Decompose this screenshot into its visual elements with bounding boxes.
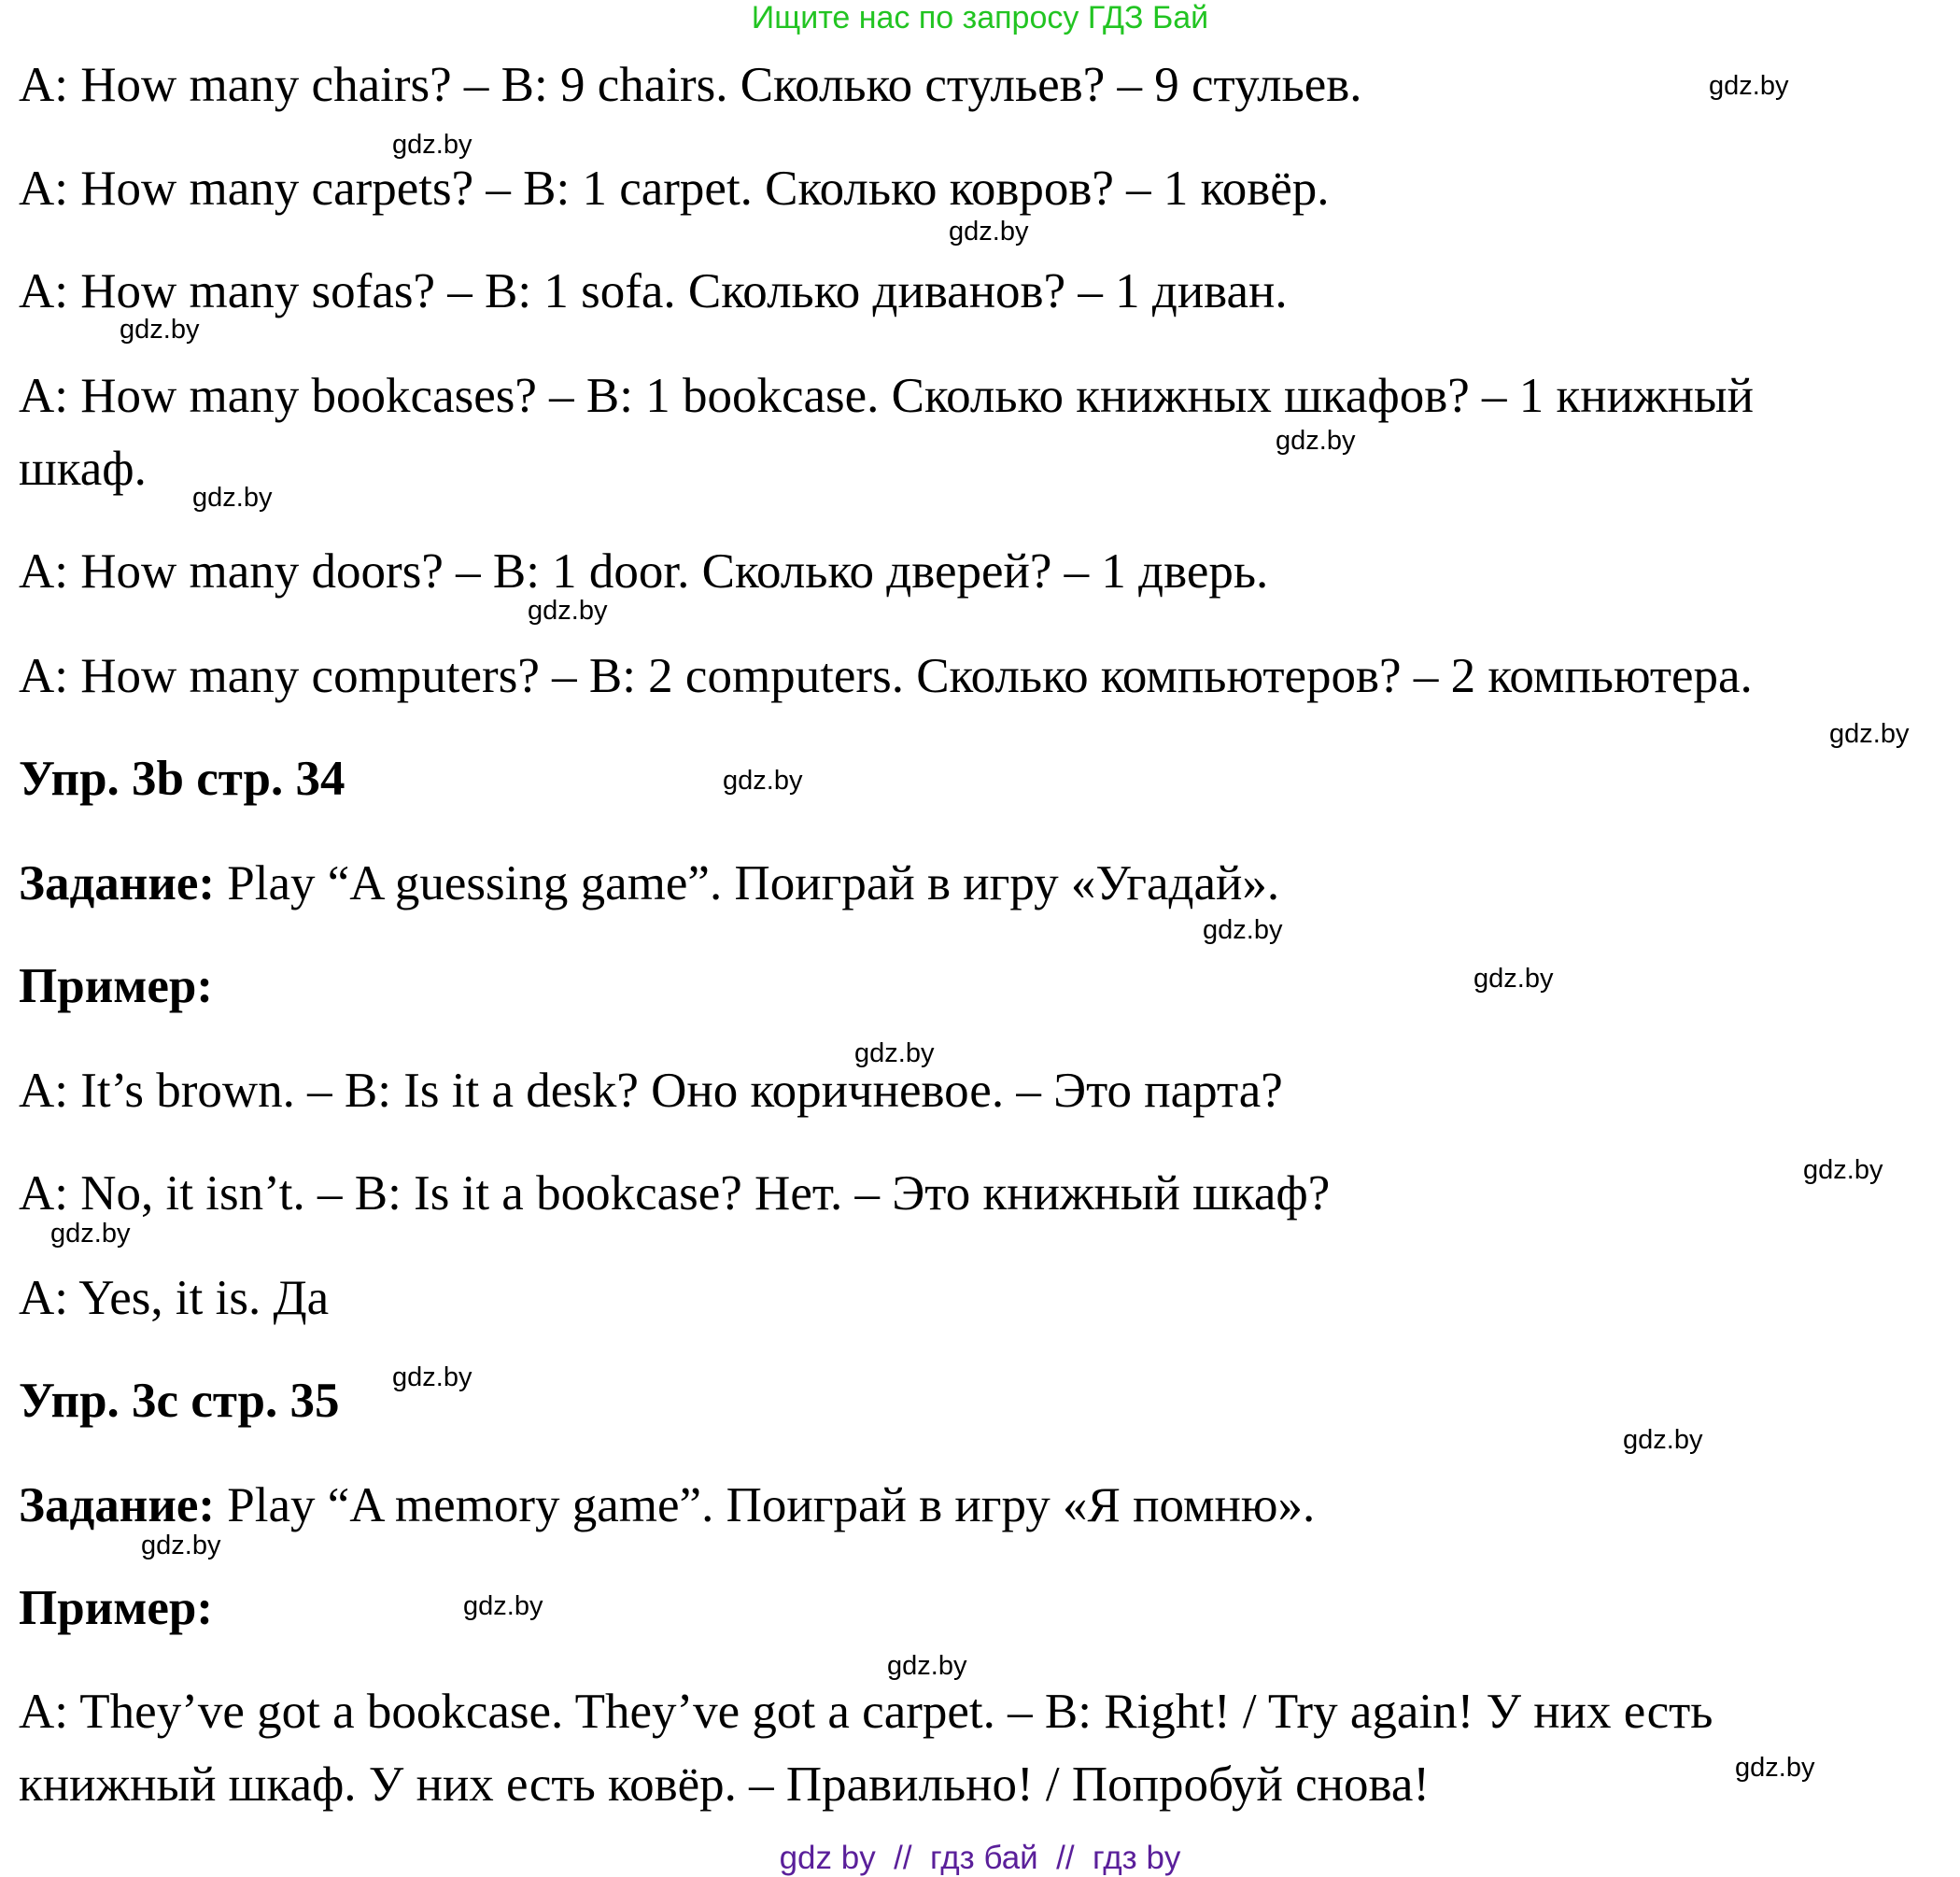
task-label: Задание: (19, 856, 216, 910)
example-line: книжный шкаф. У них есть ковёр. – Правильно! / Попробуй снова! (19, 1757, 1430, 1812)
watermark: gdz.by (1829, 719, 1910, 749)
watermark: gdz.by (392, 130, 472, 160)
watermark: gdz.by (1276, 426, 1356, 456)
watermark: gdz.by (50, 1219, 131, 1249)
watermark: gdz.by (1474, 964, 1554, 994)
answer-line: A: How many doors? – B: 1 door. Сколько дверей? – 1 дверь. (19, 544, 1269, 599)
example-label: Пример: (19, 1581, 213, 1635)
exercise-heading: Упр. 3b стр. 34 (19, 752, 345, 806)
footer-links: gdz by // гдз бай // гдз by (779, 1840, 1181, 1876)
example-line: A: No, it isn’t. – B: Is it a bookcase? Нет. – Это книжный шкаф? (19, 1166, 1331, 1221)
watermark: gdz.by (949, 217, 1029, 247)
watermark: gdz.by (1203, 915, 1283, 945)
exercise-heading: Упр. 3c стр. 35 (19, 1374, 340, 1428)
task-line (19, 855, 1279, 911)
watermark: gdz.by (854, 1038, 935, 1068)
answer-line: A: How many computers? – B: 2 computers. Сколько компьютеров? – 2 компьютера. (19, 649, 1753, 703)
task-text: Play “A memory game”. Поиграй в игру «Я помню». (215, 1478, 1316, 1532)
answer-line: шкаф. (19, 442, 147, 496)
example-line: A: Yes, it is. Да (19, 1271, 330, 1325)
task-label: Задание: (19, 1478, 216, 1532)
watermark: gdz.by (1735, 1753, 1815, 1783)
watermark: gdz.by (1709, 71, 1789, 101)
answer-line: A: How many bookcases? – B: 1 bookcase. Сколько книжных шкафов? – 1 книжный (19, 369, 1754, 423)
task-line (19, 1477, 1315, 1533)
watermark: gdz.by (887, 1651, 967, 1681)
task-text: Play “A guessing game”. Поиграй в игру «Угадай». (215, 856, 1280, 910)
answer-line: A: How many chairs? – B: 9 chairs. Сколько стульев? – 9 стульев. (19, 58, 1362, 112)
watermark: gdz.by (723, 766, 803, 796)
answer-line: A: How many sofas? – B: 1 sofa. Сколько диванов? – 1 диван. (19, 264, 1288, 318)
answer-line: A: How many carpets? – B: 1 carpet. Сколько ковров? – 1 ковёр. (19, 162, 1330, 216)
watermark: gdz.by (1623, 1425, 1703, 1455)
watermark: gdz.by (120, 315, 200, 345)
watermark: gdz.by (1803, 1155, 1883, 1185)
example-line: A: They’ve got a bookcase. They’ve got a carpet. – B: Right! / Try again! У них есть (19, 1685, 1713, 1739)
watermark: gdz.by (392, 1362, 472, 1392)
watermark: gdz.by (463, 1591, 543, 1621)
watermark: gdz.by (528, 596, 608, 626)
search-hint-banner: Ищите нас по запросу ГДЗ Бай (751, 0, 1209, 35)
example-label: Пример: (19, 959, 213, 1013)
watermark: gdz.by (192, 483, 273, 513)
watermark: gdz.by (141, 1531, 221, 1560)
example-line: A: It’s brown. – B: Is it a desk? Оно коричневое. – Это парта? (19, 1064, 1283, 1118)
